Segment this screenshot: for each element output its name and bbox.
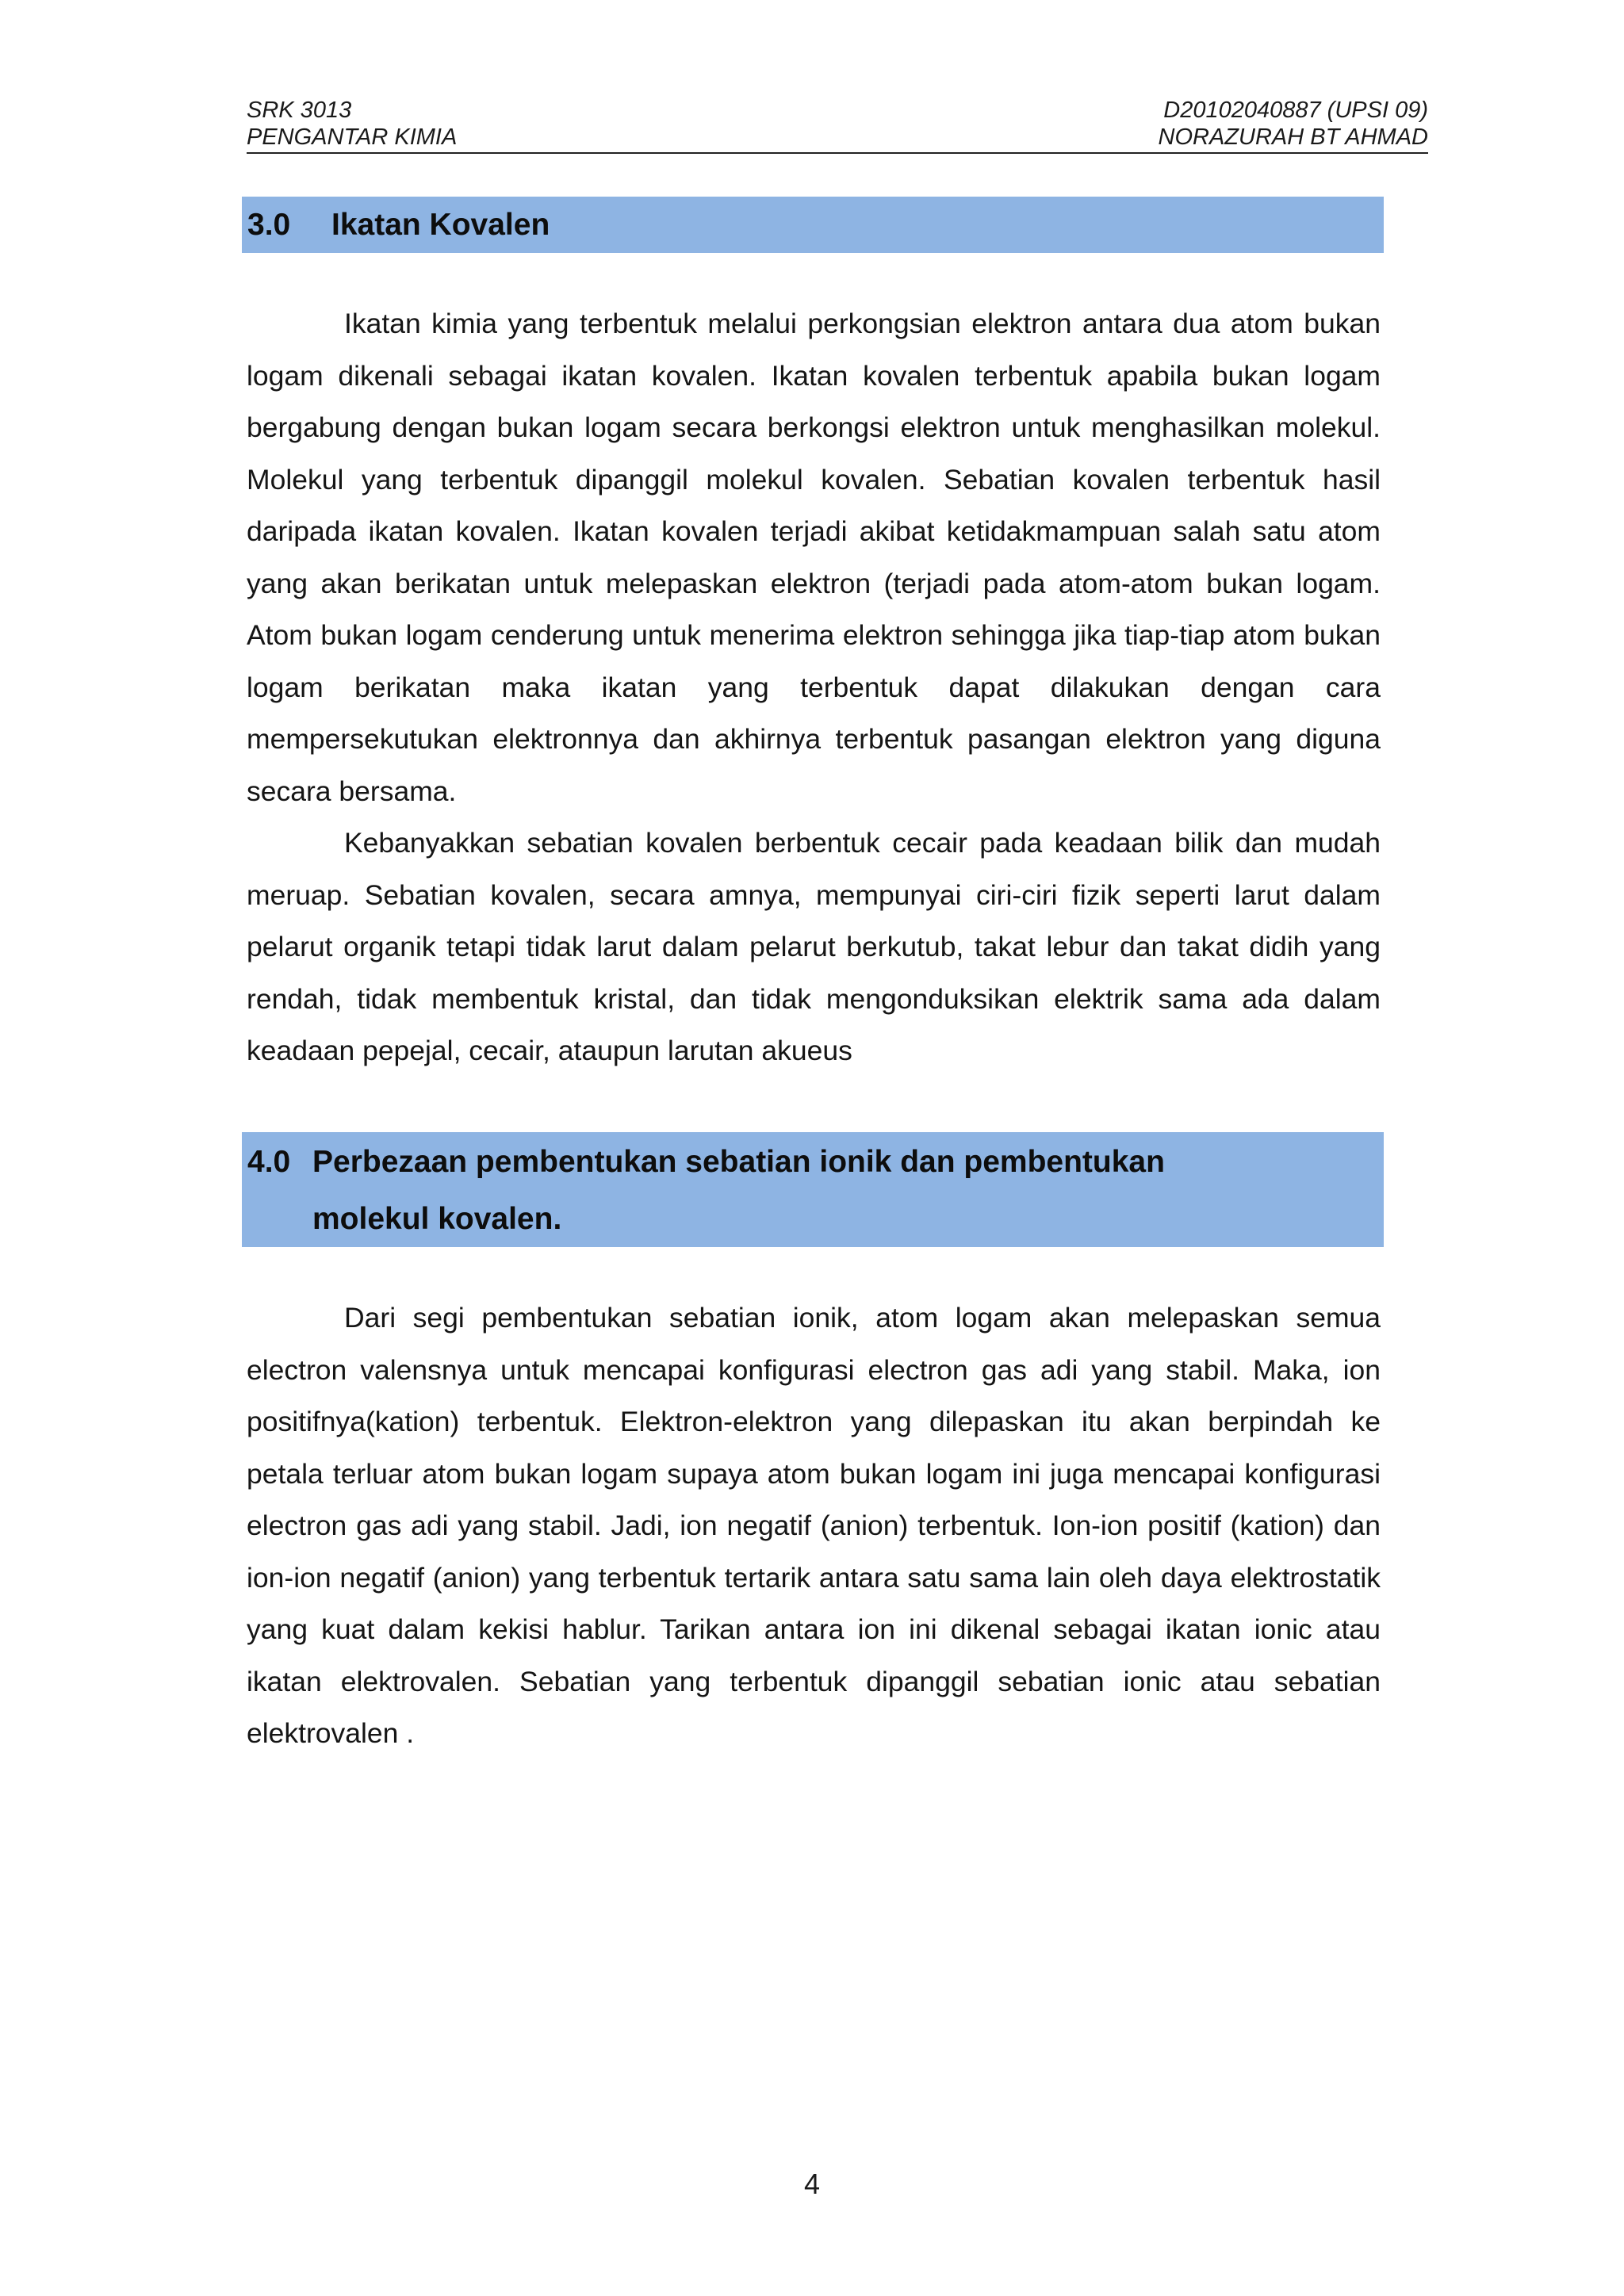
section-title-line-1: Perbezaan pembentukan sebatian ionik dan pembentukan [312, 1145, 1165, 1179]
section-heading-4 [242, 1132, 1384, 1247]
section-title-line-2: molekul kovalen. [312, 1202, 562, 1236]
section-number: 3.0 [247, 208, 291, 242]
paragraph: Dari segi pembentukan sebatian ionik, atom logam akan melepaskan semua electron valensnya untuk mencapai konfigurasi electron gas adi yang stabil. Maka, ion positifnya(kation) terbentuk. Elektron-elektron yang dilepaskan itu akan berpindah ke petala terluar atom bukan logam supaya atom bukan logam ini juga mencapai konfigurasi electron gas adi yang stabil. Jadi, ion negatif (anion) terbentuk. Ion-ion positif (kation) dan ion-ion negatif (anion) yang terbentuk tertarik antara satu sama lain oleh daya elektrostatik yang kuat dalam kekisi hablur. Tarikan antara ion ini dikenal sebagai ikatan ionic atau ikatan elektrovalen. Sebatian yang terbentuk dipanggil sebatian ionic atau sebatian elektrovalen . [247, 1302, 1381, 1749]
student-name: NORAZURAH BT AHMAD [1158, 124, 1428, 150]
section-heading-3 [242, 197, 1384, 253]
section-3-body [247, 298, 1381, 1077]
page-header [247, 97, 1428, 154]
course-name: PENGANTAR KIMIA [247, 124, 458, 150]
section-title: Ikatan Kovalen [331, 208, 550, 242]
student-id: D20102040887 (UPSI 09) [1163, 98, 1428, 123]
section-4-body [247, 1292, 1381, 1760]
paragraph: Ikatan kimia yang terbentuk melalui perkongsian elektron antara dua atom bukan logam dikenali sebagai ikatan kovalen. Ikatan kovalen terbentuk apabila bukan logam bergabung dengan bukan logam secara berkongsi elektron untuk menghasilkan molekul. Molekul yang terbentuk dipanggil molekul kovalen. Sebatian kovalen terbentuk hasil daripada ikatan kovalen. Ikatan kovalen terjadi akibat ketidakmampuan salah satu atom yang akan berikatan untuk melepaskan elektron (terjadi pada atom-atom bukan logam. Atom bukan logam cenderung untuk menerima elektron sehingga jika tiap-tiap atom bukan logam berikatan maka ikatan yang terbentuk dapat dilakukan dengan cara mempersekutukan elektronnya dan akhirnya terbentuk pasangan elektron yang diguna secara bersama. [247, 308, 1381, 807]
paragraph: Kebanyakkan sebatian kovalen berbentuk cecair pada keadaan bilik dan mudah meruap. Sebatian kovalen, secara amnya, mempunyai ciri-ciri fizik seperti larut dalam pelarut organik tetapi tidak larut dalam pelarut berkutub, takat lebur dan takat didih yang rendah, tidak membentuk kristal, dan tidak mengonduksikan elektrik sama ada dalam keadaan pepejal, cecair, ataupun larutan akueus [247, 827, 1381, 1066]
section-number: 4.0 [247, 1145, 291, 1179]
page-number: 4 [803, 2168, 821, 2200]
course-code: SRK 3013 [247, 98, 352, 123]
